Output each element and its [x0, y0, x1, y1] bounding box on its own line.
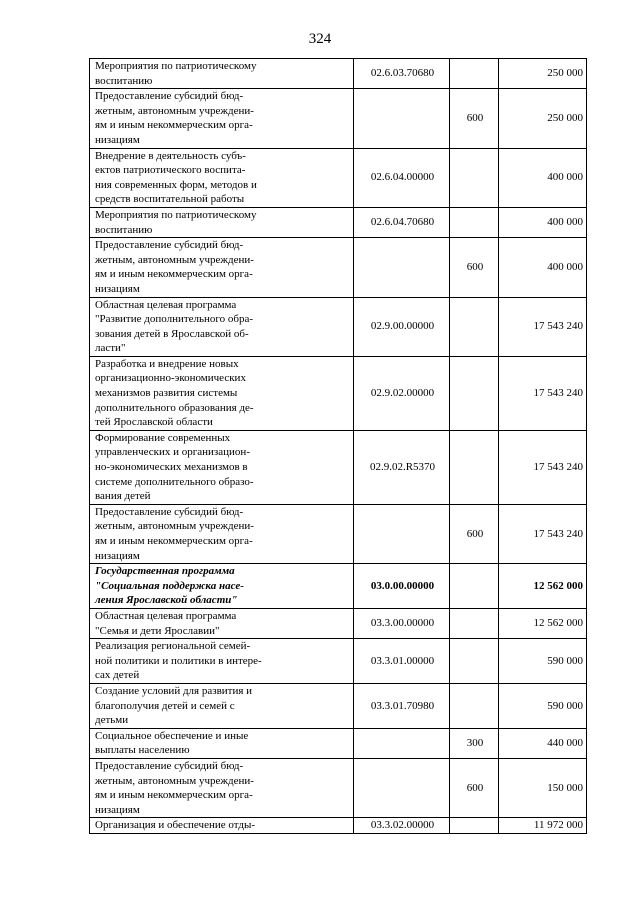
table-row	[90, 504, 587, 563]
row-name-line: низациям	[95, 133, 140, 146]
row-name-line: ям и иным некоммерческим орга-	[95, 268, 253, 281]
row-name-line: механизмов развития системы	[95, 387, 238, 400]
row-name-line: Областная целевая программа	[95, 298, 237, 311]
row-name-line: Реализация региональной семей-	[95, 640, 251, 653]
row-name-line: Областная целевая программа	[95, 609, 237, 622]
row-name-line: воспитанию	[95, 223, 153, 236]
row-name-line: ям и иным некоммерческим орга-	[95, 789, 253, 802]
row-amount-cell: 400 000	[499, 238, 587, 297]
row-name-line: жетным, автономным учреждени-	[95, 774, 254, 787]
row-name-line: средств воспитательной работы	[95, 193, 245, 206]
row-name-line: Социальное обеспечение и иные	[95, 729, 249, 742]
row-name-line: Государственная программа	[95, 565, 235, 578]
row-code-cell	[354, 89, 450, 148]
row-amount-cell: 17 543 240	[499, 356, 587, 430]
row-name-line: дополнительного образования де-	[95, 401, 254, 414]
row-code-cell	[354, 504, 450, 563]
row-expense-type-cell: 600	[450, 504, 499, 563]
row-amount-cell: 17 543 240	[499, 504, 587, 563]
row-name-line: ям и иным некоммерческим орга-	[95, 119, 253, 132]
table-row	[90, 297, 587, 356]
row-name-cell	[90, 238, 354, 297]
budget-table-body	[90, 59, 587, 834]
row-name-line: жетным, автономным учреждени-	[95, 520, 254, 533]
row-name-line: жетным, автономным учреждени-	[95, 104, 254, 117]
row-code-cell	[354, 238, 450, 297]
row-expense-type-cell	[450, 564, 499, 609]
row-name-line: ния современных форм, методов и	[95, 178, 257, 191]
row-name-line: низациям	[95, 549, 140, 562]
row-name-line: Разработка и внедрение новых	[95, 357, 239, 370]
row-name-line: "Развитие дополнительного обра-	[95, 313, 254, 326]
row-name-line: Формирование современных	[95, 431, 231, 444]
row-expense-type-cell: 600	[450, 758, 499, 817]
page-number: 324	[308, 31, 332, 47]
table-row	[90, 238, 587, 297]
row-expense-type-cell	[450, 59, 499, 89]
table-row	[90, 758, 587, 817]
row-name-line: управленческих и организацион-	[95, 446, 250, 459]
row-name-line: воспитанию	[95, 74, 153, 87]
table-row	[90, 356, 587, 430]
row-name-line: тей Ярославской области	[95, 416, 213, 429]
row-amount-cell: 590 000	[499, 639, 587, 684]
table-row	[90, 818, 587, 834]
table-row	[90, 608, 587, 638]
row-code-cell: 02.6.04.70680	[354, 207, 450, 237]
table-row	[90, 564, 587, 609]
row-name-line: ления Ярославской области"	[95, 594, 238, 607]
row-code-cell: 03.3.02.00000	[354, 818, 450, 834]
row-name-line: выплаты населению	[95, 744, 190, 757]
row-expense-type-cell	[450, 356, 499, 430]
row-name-line: ласти"	[95, 342, 126, 355]
row-name-line: жетным, автономным учреждени-	[95, 253, 254, 266]
row-name-cell	[90, 608, 354, 638]
row-amount-cell: 440 000	[499, 728, 587, 758]
row-expense-type-cell	[450, 430, 499, 504]
row-code-cell: 02.9.02.00000	[354, 356, 450, 430]
row-amount-cell: 11 972 000	[499, 818, 587, 834]
row-expense-type-cell	[450, 818, 499, 834]
row-name-line: низациям	[95, 282, 140, 295]
row-name-cell	[90, 504, 354, 563]
table-row	[90, 89, 587, 148]
row-expense-type-cell: 600	[450, 89, 499, 148]
row-name-line: вания детей	[95, 490, 151, 503]
row-name-cell	[90, 430, 354, 504]
row-name-line: детьми	[95, 714, 129, 727]
table-row	[90, 59, 587, 89]
row-code-cell	[354, 758, 450, 817]
row-name-line: ной политики и политики в интере-	[95, 654, 262, 667]
row-name-line: Организация и обеспечение отды-	[95, 819, 256, 832]
row-code-cell: 02.9.00.00000	[354, 297, 450, 356]
row-name-cell	[90, 207, 354, 237]
table-row	[90, 639, 587, 684]
row-name-cell	[90, 59, 354, 89]
row-amount-cell: 590 000	[499, 683, 587, 728]
row-name-cell	[90, 818, 354, 834]
row-name-cell	[90, 683, 354, 728]
row-expense-type-cell	[450, 148, 499, 207]
row-name-line: системе дополнительного образо-	[95, 475, 254, 488]
row-expense-type-cell	[450, 207, 499, 237]
row-code-cell: 02.6.04.00000	[354, 148, 450, 207]
row-name-cell	[90, 564, 354, 609]
row-name-line: благополучия детей и семей с	[95, 699, 235, 712]
row-name-line: ям и иным некоммерческим орга-	[95, 535, 253, 547]
table-row	[90, 148, 587, 207]
budget-table	[89, 58, 587, 834]
row-name-cell	[90, 148, 354, 207]
row-name-line: ектов патриотического воспита-	[95, 164, 246, 177]
row-expense-type-cell	[450, 639, 499, 684]
row-amount-cell: 250 000	[499, 59, 587, 89]
row-amount-cell: 250 000	[499, 89, 587, 148]
row-name-line: "Семья и дети Ярославии"	[95, 624, 220, 637]
table-row	[90, 728, 587, 758]
table-row	[90, 430, 587, 504]
row-amount-cell: 400 000	[499, 148, 587, 207]
row-name-line: Предоставление субсидий бюд-	[95, 505, 244, 518]
row-name-cell	[90, 356, 354, 430]
row-amount-cell: 400 000	[499, 207, 587, 237]
row-code-cell: 03.3.01.70980	[354, 683, 450, 728]
row-code-cell: 03.0.00.00000	[354, 564, 450, 609]
row-name-line: Предоставление субсидий бюд-	[95, 759, 244, 772]
row-name-line: но-экономических механизмов в	[95, 461, 248, 474]
row-name-line: Мероприятия по патриотическому	[95, 208, 257, 221]
row-name-line: сах детей	[95, 669, 140, 682]
row-code-cell: 02.6.03.70680	[354, 59, 450, 89]
row-expense-type-cell: 300	[450, 728, 499, 758]
row-name-line: организационно-экономических	[95, 372, 246, 385]
row-name-line: зования детей в Ярославской об-	[95, 327, 249, 340]
table-row	[90, 683, 587, 728]
row-code-cell: 03.3.00.00000	[354, 608, 450, 638]
row-expense-type-cell: 600	[450, 238, 499, 297]
row-name-line: Внедрение в деятельность субъ-	[95, 149, 246, 162]
row-name-line: Мероприятия по патриотическому	[95, 60, 257, 72]
row-code-cell: 02.9.02.R5370	[354, 430, 450, 504]
row-amount-cell: 150 000	[499, 758, 587, 817]
row-name-line: Предоставление субсидий бюд-	[95, 239, 244, 252]
row-code-cell	[354, 728, 450, 758]
row-name-line: Создание условий для развития и	[95, 684, 253, 697]
row-amount-cell: 17 543 240	[499, 297, 587, 356]
row-expense-type-cell	[450, 608, 499, 638]
row-name-cell	[90, 728, 354, 758]
row-expense-type-cell	[450, 297, 499, 356]
row-amount-cell: 12 562 000	[499, 564, 587, 609]
row-name-line: Предоставление субсидий бюд-	[95, 90, 244, 103]
row-name-cell	[90, 89, 354, 148]
row-code-cell: 03.3.01.00000	[354, 639, 450, 684]
row-name-cell	[90, 758, 354, 817]
row-expense-type-cell	[450, 683, 499, 728]
row-name-cell	[90, 297, 354, 356]
row-name-line: "Социальная поддержка насе-	[95, 579, 244, 592]
table-row	[90, 207, 587, 237]
row-name-cell	[90, 639, 354, 684]
row-amount-cell: 17 543 240	[499, 430, 587, 504]
row-amount-cell: 12 562 000	[499, 608, 587, 638]
row-name-line: низациям	[95, 803, 140, 816]
